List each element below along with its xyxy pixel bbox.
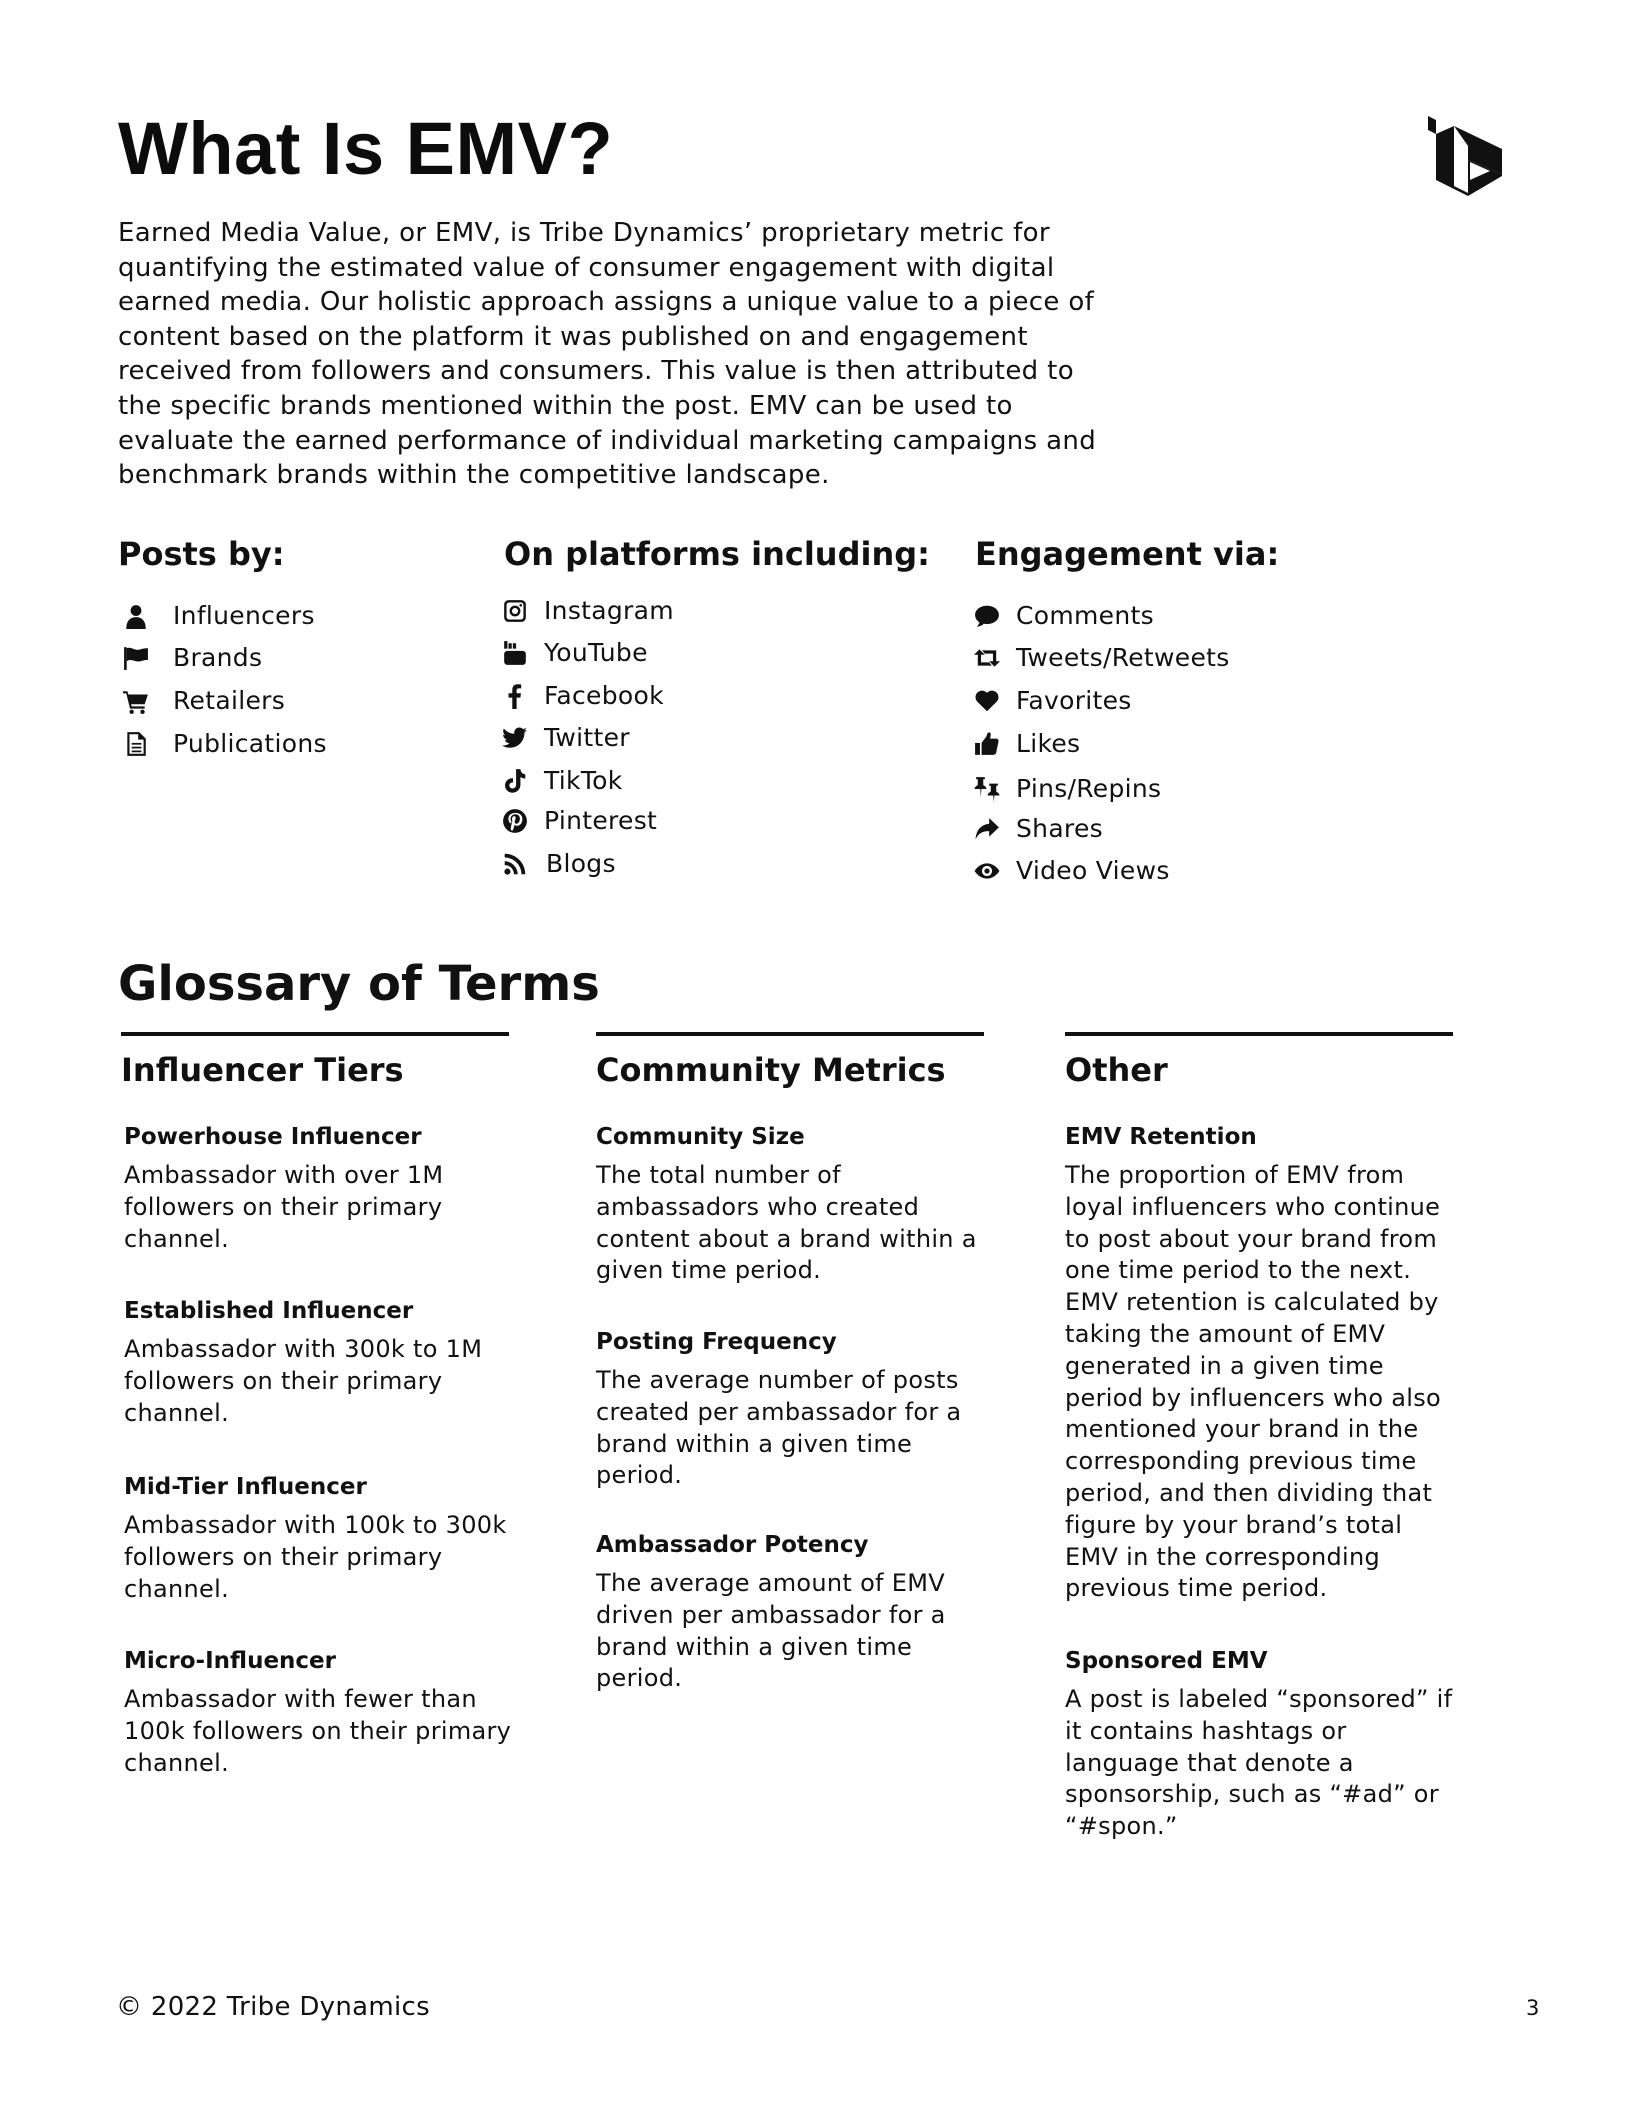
list-item-label: TikTok [544,766,623,795]
list-item-favorites [972,686,1132,716]
list-item-label: Instagram [544,596,674,625]
glossary-column-other [1065,1032,1453,1841]
flag-icon [121,643,151,673]
list-item-label: Brands [173,643,263,672]
list-item-blogs [500,849,616,879]
engagement-section [975,532,1279,576]
list-item-tweets-retweets [972,643,1230,673]
list-item-tiktok [500,766,623,796]
entry-term: EMV Retention [1065,1124,1257,1150]
list-item-video-views [972,856,1170,886]
entry-term: Ambassador Potency [596,1532,869,1558]
column-divider [1065,1032,1453,1036]
footer-copyright: © 2022 Tribe Dynamics [116,1992,430,2022]
glossary-entry [124,1646,514,1779]
pinterest-icon [500,806,530,836]
facebook-icon [500,681,530,711]
comment-icon [972,601,1002,631]
glossary-entry [596,1122,986,1287]
entry-definition: A post is labeled “sponsored” if it contains hashtags or language that denote a sponsorship, such as “#ad” or “#spon.” [1065,1685,1453,1841]
glossary-column-community-metrics [596,1032,984,1693]
list-item-label: Pins/Repins [1016,774,1162,803]
list-item-label: Comments [1016,601,1154,630]
thumbs-up-icon [972,729,1002,759]
list-item-likes [972,729,1080,759]
list-item-facebook [500,681,664,711]
entry-definition: Ambassador with fewer than 100k followers on their primary channel. [124,1685,512,1777]
list-item-label: Twitter [544,723,630,752]
heart-icon [972,686,1002,716]
eye-icon [972,856,1002,886]
glossary-entry [596,1327,986,1492]
list-item-label: Favorites [1016,686,1132,715]
entry-definition: The average amount of EMV driven per ambassador for a brand within a given time period. [596,1569,946,1693]
share-arrow-icon [972,814,1002,844]
list-item-brands [121,643,262,673]
glossary-entry [124,1472,514,1605]
glossary-entry [124,1122,514,1255]
list-item-label: Facebook [544,681,664,710]
list-item-label: Publications [173,729,327,758]
document-icon [121,729,151,759]
platforms-heading: On platforms including: [504,535,930,573]
glossary-entry [124,1296,514,1429]
platforms-section [504,532,930,576]
person-icon [121,601,151,631]
page-title: What Is EMV? [118,107,614,190]
glossary-entry [1065,1646,1455,1843]
entry-term: Community Size [596,1124,805,1150]
entry-term: Powerhouse Influencer [124,1124,422,1150]
entry-definition: Ambassador with over 1M followers on their primary channel. [124,1161,444,1253]
shopping-cart-icon [121,686,151,716]
entry-term: Mid-Tier Influencer [124,1474,367,1500]
entry-definition: The total number of ambassadors who created content about a brand within a given time period. [596,1161,977,1285]
list-item-twitter [500,723,630,753]
glossary-entry [596,1530,986,1695]
entry-term: Micro-Influencer [124,1648,336,1674]
rss-icon [500,849,530,879]
column-heading: Influencer Tiers [121,1051,404,1089]
entry-term: Posting Frequency [596,1329,837,1355]
tiktok-icon [500,766,530,796]
entry-definition: The average number of posts created per ambassador for a brand within a given time period. [596,1366,962,1490]
list-item-pins-repins [972,774,1161,804]
column-heading: Other [1065,1051,1168,1089]
list-item-instagram [500,596,674,626]
instagram-icon [500,596,530,626]
youtube-icon [500,638,530,668]
entry-definition: Ambassador with 300k to 1M followers on their primary channel. [124,1335,483,1427]
posts-by-heading: Posts by: [118,535,285,573]
pushpin-icon [972,774,1002,804]
glossary-title: Glossary of Terms [118,956,600,1012]
entry-definition: Ambassador with 100k to 300k followers on their primary channel. [124,1511,507,1603]
column-divider [596,1032,984,1036]
list-item-label: Pinterest [544,806,658,835]
entry-definition: The proportion of EMV from loyal influencers who continue to post about your brand from one time period to the next. EMV retention is calculated by taking the amount of EMV generated in a given time period by influencers who also mentioned your brand in the corresponding previous time period, and then dividing that figure by your brand’s total EMV in the corresponding previous time period. [1065,1161,1442,1603]
retweet-icon [972,643,1002,673]
list-item-label: Retailers [173,686,286,715]
list-item-publications [121,729,327,759]
list-item-shares [972,814,1103,844]
list-item-retailers [121,686,285,716]
list-item-label: Shares [1016,814,1103,843]
twitter-icon [500,723,530,753]
list-item-label: Video Views [1016,856,1170,885]
column-divider [121,1032,509,1036]
tribe-dynamics-logo [1424,116,1502,196]
page-number: 3 [1526,1996,1540,2020]
column-heading: Community Metrics [596,1051,946,1089]
intro-paragraph: Earned Media Value, or EMV, is Tribe Dynamics’ proprietary metric for quantifying the estimated value of consumer engagement with digital earned media. Our holistic approach assigns a unique value to a piece of content based on the platform it was published on and engagement received from followers and consumers. This value is then attributed to the specific brands mentioned within the post. EMV can be used to evaluate the earned performance of individual marketing campaigns and benchmark brands within the competitive landscape. [118,218,1097,491]
list-item-influencers [121,601,315,631]
glossary-column-influencer-tiers [121,1032,512,1777]
glossary-entry [1065,1122,1455,1605]
list-item-pinterest [500,806,657,836]
posts-by-section [118,532,285,576]
list-item-comments [972,601,1154,631]
list-item-youtube [500,638,648,668]
entry-term: Established Influencer [124,1298,414,1324]
list-item-label: Likes [1016,729,1081,758]
entry-term: Sponsored EMV [1065,1648,1268,1674]
list-item-label: Tweets/Retweets [1016,643,1230,672]
engagement-heading: Engagement via: [975,535,1280,573]
list-item-label: Influencers [173,601,315,630]
list-item-label: Blogs [546,849,616,878]
list-item-label: YouTube [544,638,648,667]
